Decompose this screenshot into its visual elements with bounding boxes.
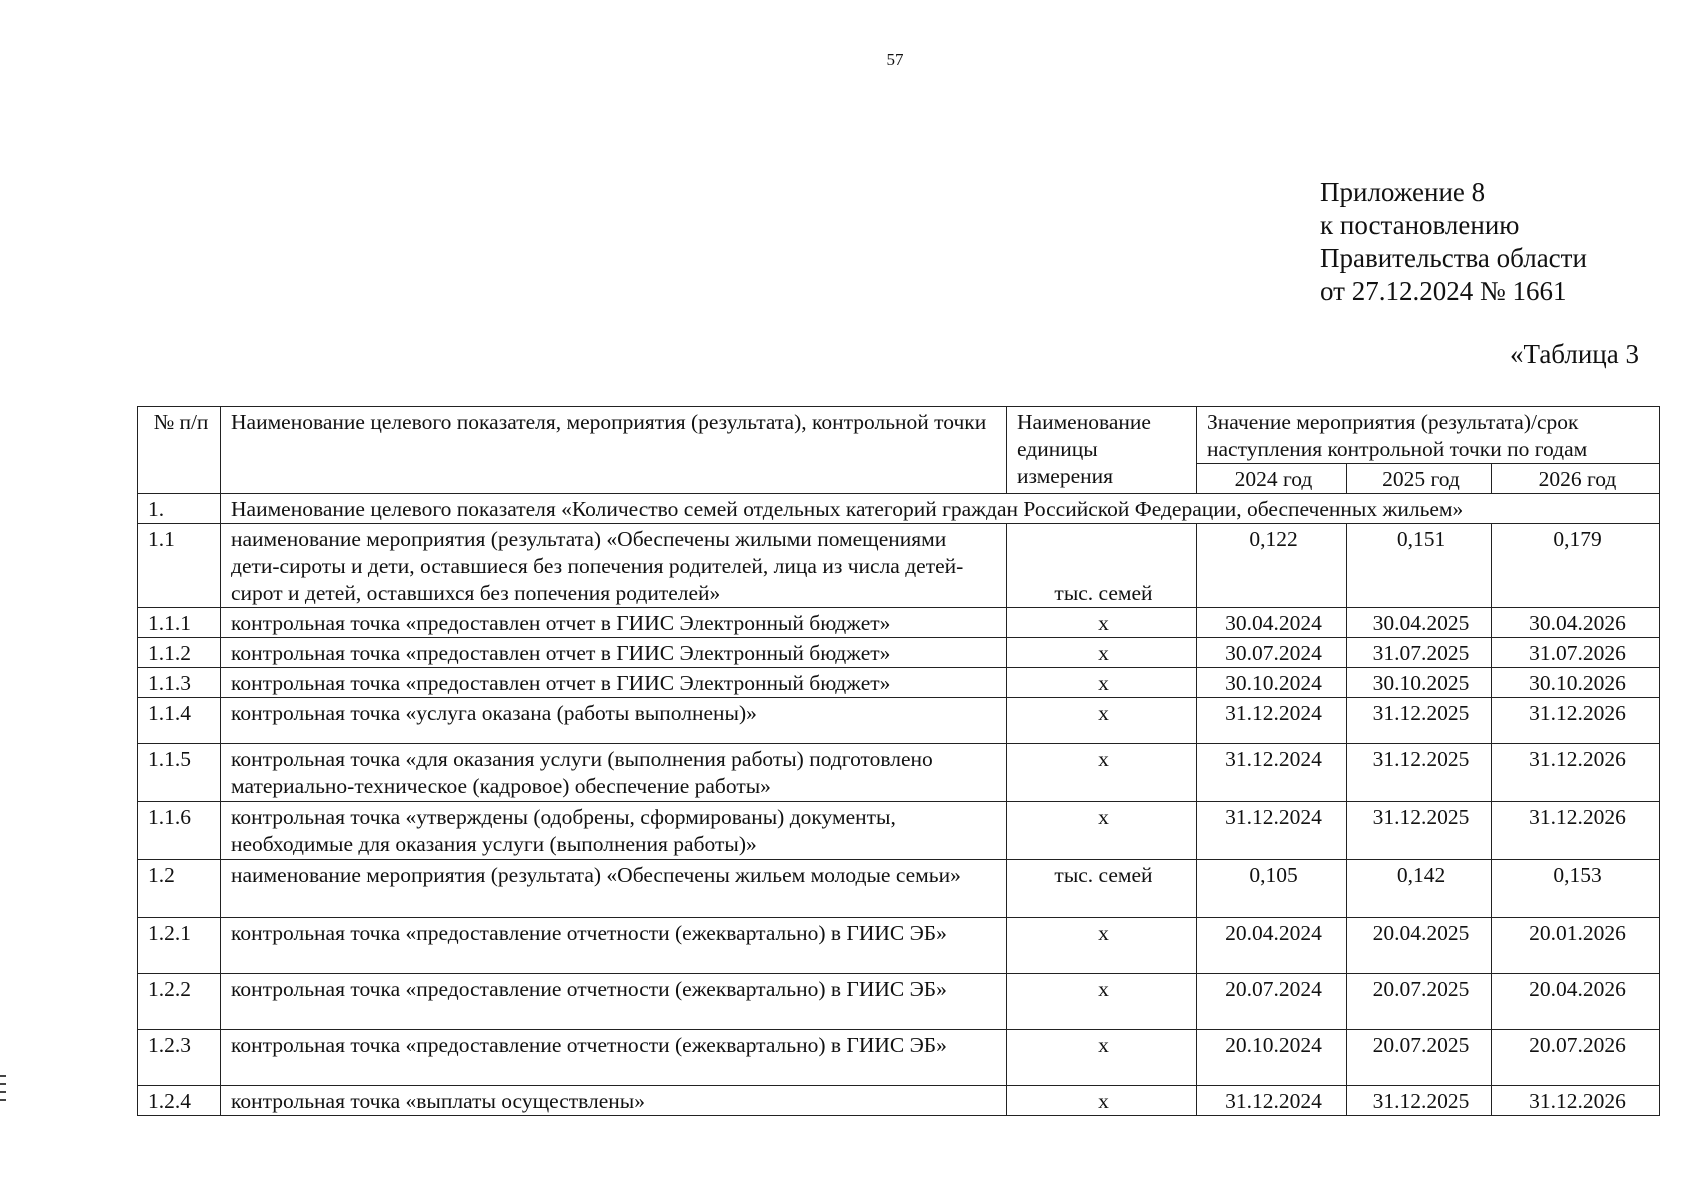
row-value-2025: 20.07.2025 — [1347, 1030, 1492, 1086]
row-value-2026: 31.12.2026 — [1492, 744, 1660, 802]
row-num: 1.1.1 — [138, 608, 221, 638]
row-value-2026: 30.10.2026 — [1492, 668, 1660, 698]
header-value-group: Значение мероприятия (результата)/срок наступления контрольной точки по годам — [1197, 407, 1660, 464]
indicators-table — [137, 406, 1660, 1116]
row-name: контрольная точка «предоставление отчетности (ежеквартально) в ГИИС ЭБ» — [221, 918, 1007, 974]
scan-edge-marks — [0, 1075, 6, 1107]
header-num: № п/п — [138, 407, 221, 494]
row-value-2024: 0,105 — [1197, 860, 1347, 918]
row-value-2024: 20.07.2024 — [1197, 974, 1347, 1030]
row-unit: x — [1007, 698, 1197, 744]
table-row — [138, 608, 1660, 638]
row-num: 1.1.5 — [138, 744, 221, 802]
table-row — [138, 802, 1660, 860]
row-name: контрольная точка «предоставлен отчет в ГИИС Электронный бюджет» — [221, 638, 1007, 668]
row-unit: x — [1007, 608, 1197, 638]
table-row — [138, 638, 1660, 668]
section-num: 1. — [138, 494, 221, 524]
row-value-2025: 31.07.2025 — [1347, 638, 1492, 668]
row-value-2025: 0,142 — [1347, 860, 1492, 918]
row-value-2025: 31.12.2025 — [1347, 1086, 1492, 1116]
row-num: 1.1.2 — [138, 638, 221, 668]
row-num: 1.2.1 — [138, 918, 221, 974]
row-value-2026: 0,153 — [1492, 860, 1660, 918]
row-num: 1.1.6 — [138, 802, 221, 860]
row-num: 1.2 — [138, 860, 221, 918]
row-unit: x — [1007, 1030, 1197, 1086]
row-value-2025: 0,151 — [1347, 524, 1492, 608]
row-unit: x — [1007, 974, 1197, 1030]
header-name: Наименование целевого показателя, мероприятия (результата), контрольной точки — [221, 407, 1007, 494]
row-value-2024: 30.10.2024 — [1197, 668, 1347, 698]
row-value-2024: 31.12.2024 — [1197, 802, 1347, 860]
row-value-2024: 0,122 — [1197, 524, 1347, 608]
row-value-2026: 31.07.2026 — [1492, 638, 1660, 668]
row-value-2025: 30.04.2025 — [1347, 608, 1492, 638]
row-value-2024: 30.07.2024 — [1197, 638, 1347, 668]
row-num: 1.2.4 — [138, 1086, 221, 1116]
row-value-2024: 30.04.2024 — [1197, 608, 1347, 638]
header-year: 2025 год — [1347, 464, 1492, 494]
row-unit: тыс. семей — [1007, 860, 1197, 918]
row-value-2026: 31.12.2026 — [1492, 1086, 1660, 1116]
row-unit: x — [1007, 744, 1197, 802]
row-value-2026: 20.07.2026 — [1492, 1030, 1660, 1086]
row-value-2025: 31.12.2025 — [1347, 802, 1492, 860]
row-name: контрольная точка «услуга оказана (работы выполнены)» — [221, 698, 1007, 744]
row-name: контрольная точка «предоставлен отчет в ГИИС Электронный бюджет» — [221, 668, 1007, 698]
row-num: 1.2.2 — [138, 974, 221, 1030]
row-value-2026: 30.04.2026 — [1492, 608, 1660, 638]
row-name: наименование мероприятия (результата) «Обеспечены жильем молодые семьи» — [221, 860, 1007, 918]
row-value-2025: 31.12.2025 — [1347, 698, 1492, 744]
table-row — [138, 860, 1660, 918]
row-value-2024: 31.12.2024 — [1197, 744, 1347, 802]
row-name: контрольная точка «утверждены (одобрены, сформированы) документы, необходимые для оказания услуги (выполнения работы)» — [221, 802, 1007, 860]
header-year: 2024 год — [1197, 464, 1347, 494]
row-num: 1.1 — [138, 524, 221, 608]
row-unit: x — [1007, 638, 1197, 668]
header-unit: Наименование единицы измерения — [1007, 407, 1197, 494]
appendix-block — [1320, 176, 1587, 308]
row-value-2025: 31.12.2025 — [1347, 744, 1492, 802]
table-row — [138, 974, 1660, 1030]
table-header-row — [138, 407, 1660, 464]
row-num: 1.1.3 — [138, 668, 221, 698]
row-value-2026: 31.12.2026 — [1492, 802, 1660, 860]
row-value-2025: 20.07.2025 — [1347, 974, 1492, 1030]
row-value-2024: 20.04.2024 — [1197, 918, 1347, 974]
row-unit: тыс. семей — [1007, 524, 1197, 608]
row-num: 1.1.4 — [138, 698, 221, 744]
table-row — [138, 1030, 1660, 1086]
row-value-2025: 30.10.2025 — [1347, 668, 1492, 698]
row-unit: x — [1007, 1086, 1197, 1116]
appendix-line: от 27.12.2024 № 1661 — [1320, 276, 1567, 306]
appendix-line: к постановлению — [1320, 210, 1520, 240]
row-unit: x — [1007, 802, 1197, 860]
section-title: Наименование целевого показателя «Количество семей отдельных категорий граждан Российской Федерации, обеспеченных жильем» — [221, 494, 1660, 524]
row-value-2024: 20.10.2024 — [1197, 1030, 1347, 1086]
table-row — [138, 1086, 1660, 1116]
row-name: контрольная точка «для оказания услуги (выполнения работы) подготовлено материально-техническое (кадровое) обеспечение работы» — [221, 744, 1007, 802]
row-name: контрольная точка «выплаты осуществлены» — [221, 1086, 1007, 1116]
row-value-2026: 20.01.2026 — [1492, 918, 1660, 974]
row-value-2026: 31.12.2026 — [1492, 698, 1660, 744]
table-row — [138, 918, 1660, 974]
row-num: 1.2.3 — [138, 1030, 221, 1086]
row-value-2026: 20.04.2026 — [1492, 974, 1660, 1030]
row-unit: x — [1007, 668, 1197, 698]
table-row — [138, 524, 1660, 608]
row-value-2025: 20.04.2025 — [1347, 918, 1492, 974]
row-name: наименование мероприятия (результата) «Обеспечены жилыми помещениями дети-сироты и дети, оставшиеся без попечения родителей, лица из числа детей-сирот и детей, оставшихся без попечения родителей» — [221, 524, 1007, 608]
appendix-line: Приложение 8 — [1320, 177, 1486, 207]
table-row — [138, 668, 1660, 698]
row-value-2024: 31.12.2024 — [1197, 1086, 1347, 1116]
row-value-2024: 31.12.2024 — [1197, 698, 1347, 744]
header-year: 2026 год — [1492, 464, 1660, 494]
row-name: контрольная точка «предоставлен отчет в ГИИС Электронный бюджет» — [221, 608, 1007, 638]
row-name: контрольная точка «предоставление отчетности (ежеквартально) в ГИИС ЭБ» — [221, 1030, 1007, 1086]
row-value-2026: 0,179 — [1492, 524, 1660, 608]
section-row — [138, 494, 1660, 524]
appendix-line: Правительства области — [1320, 243, 1587, 273]
table-row — [138, 698, 1660, 744]
table-caption: «Таблица 3 — [1510, 339, 1639, 369]
row-name: контрольная точка «предоставление отчетности (ежеквартально) в ГИИС ЭБ» — [221, 974, 1007, 1030]
row-unit: x — [1007, 918, 1197, 974]
table-row — [138, 744, 1660, 802]
page-number: 57 — [886, 50, 904, 69]
